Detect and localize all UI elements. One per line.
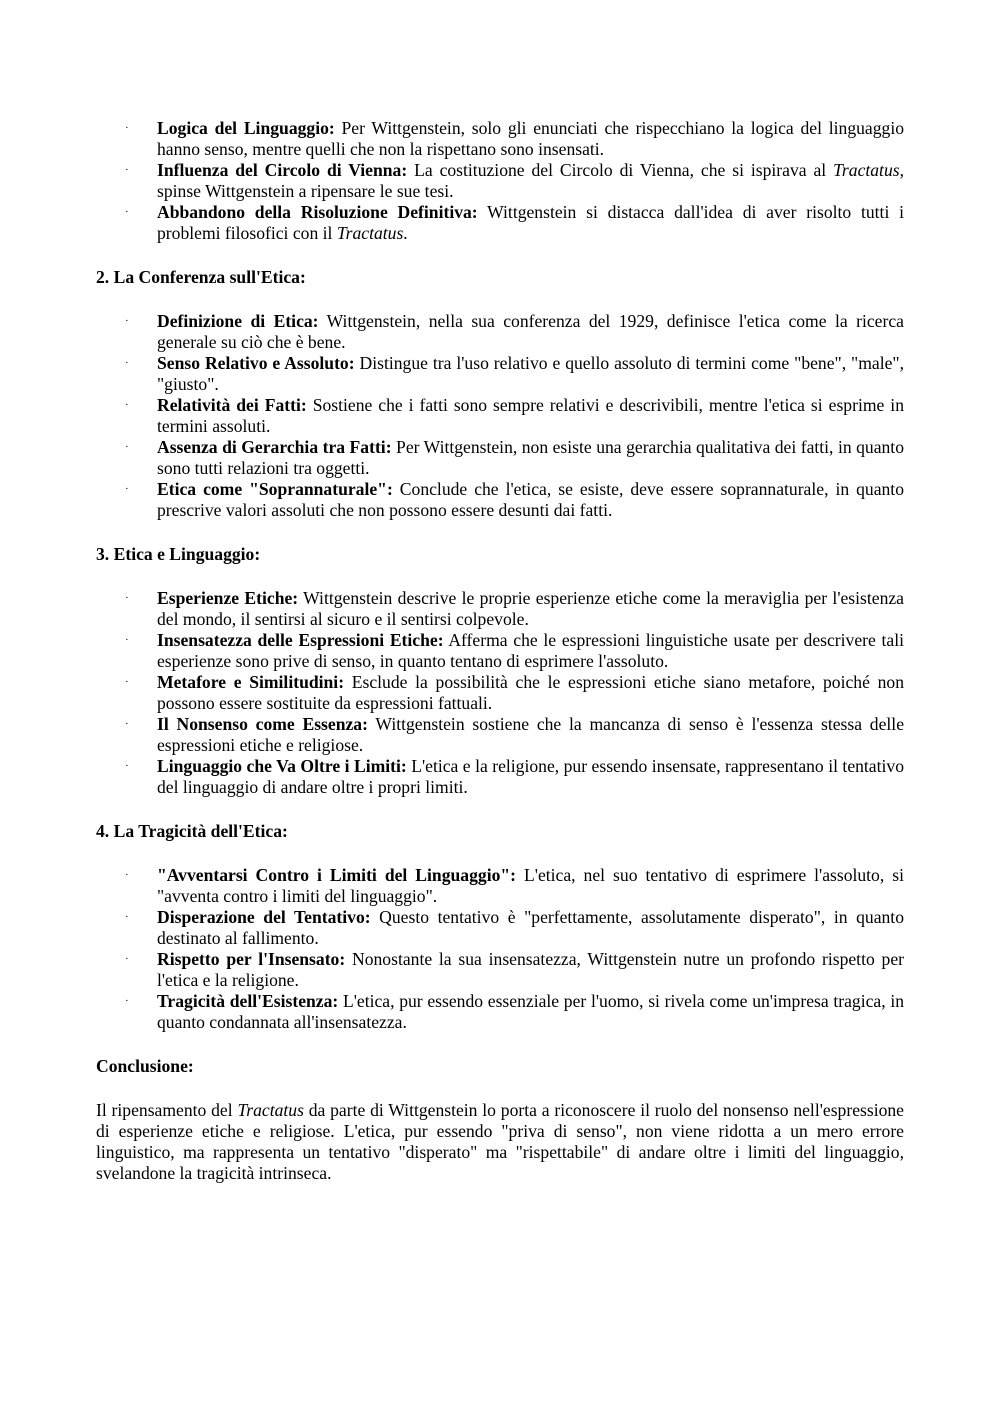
item-term: "Avventarsi Contro i Limiti del Linguaggio": <box>157 865 517 885</box>
item-text: Per Wittgenstein, non esiste una gerarchia qualitativa dei fatti, in quanto sono tutti relazioni tra oggetti. <box>157 437 904 478</box>
bullet-icon: · <box>125 953 129 965</box>
bullet-icon: · <box>125 911 129 923</box>
item-text: Nonostante la sua insensatezza, Wittgenstein nutre un profondo rispetto per l'etica e la religione. <box>157 949 905 990</box>
list-item <box>125 395 904 437</box>
paragraph-text: da parte di Wittgenstein lo porta a riconoscere il ruolo del nonsenso nell'espressione di esperienze etiche e religiose. L'etica, pur essendo "priva di senso", non viene ridotta a un mero errore linguistico, ma rappresenta un tentativo "disperato" ma "rispettabile" di andare oltre i limiti del linguaggio, svelandone la tragicità intrinseca. <box>96 1100 904 1183</box>
item-term: Linguaggio che Va Oltre i Limiti: <box>157 756 407 776</box>
italic-title: Tractatus <box>833 160 900 180</box>
item-text: Afferma che le espressioni linguistiche usate per descrivere tali esperienze sono prive di senso, in quanto tentano di esprimere l'assoluto. <box>157 630 905 671</box>
item-term: Esperienze Etiche: <box>157 588 299 608</box>
list-item <box>125 672 904 714</box>
item-term: Influenza del Circolo di Vienna: <box>157 160 408 180</box>
italic-title: Tractatus <box>336 223 404 243</box>
item-text: L'etica, nel suo tentativo di esprimere l'assoluto, si "avventa contro i limiti del linguaggio". <box>157 865 904 906</box>
section-heading: 3. Etica e Linguaggio: <box>96 544 261 564</box>
item-term: Metafore e Similitudini: <box>157 672 345 692</box>
bullet-icon: · <box>125 869 129 881</box>
item-term: Relatività dei Fatti: <box>157 395 307 415</box>
item-text: . <box>403 223 408 243</box>
list-item <box>125 160 904 202</box>
section-heading: 4. La Tragicità dell'Etica: <box>96 821 288 841</box>
section-bullet-list <box>96 865 904 1033</box>
item-text: Distingue tra l'uso relativo e quello assoluto di termini come "bene", "male", "giusto". <box>157 353 904 394</box>
item-term: Rispetto per l'Insensato: <box>157 949 346 969</box>
conclusion-paragraph <box>96 1100 904 1184</box>
section-bullet-list <box>96 588 904 798</box>
list-item <box>125 353 904 395</box>
bullet-icon: · <box>125 315 129 327</box>
bullet-icon: · <box>125 399 129 411</box>
list-item <box>125 714 904 756</box>
list-item <box>125 949 905 991</box>
item-text: Conclude che l'etica, se esiste, deve essere soprannaturale, in quanto prescrive valori assoluti che non possono essere desunti dai fatti. <box>157 479 904 520</box>
item-term: Abbandono della Risoluzione Definitiva: <box>157 202 478 222</box>
item-text: L'etica e la religione, pur essendo insensate, rappresentano il tentativo del linguaggio di andare oltre i propri limiti. <box>157 756 904 797</box>
item-term: Il Nonsenso come Essenza: <box>157 714 368 734</box>
bullet-icon: · <box>125 718 129 730</box>
bullet-icon: · <box>125 122 129 134</box>
item-text: Questo tentativo è "perfettamente, assolutamente disperato", in quanto destinato al fallimento. <box>157 907 904 948</box>
list-item <box>125 118 905 160</box>
bullet-icon: · <box>125 760 129 772</box>
item-term: Senso Relativo e Assoluto: <box>157 353 355 373</box>
item-text: Per Wittgenstein, solo gli enunciati che rispecchiano la logica del linguaggio hanno senso, mentre quelli che non la rispettano sono insensati. <box>157 118 905 159</box>
item-text: , spinse Wittgenstein a ripensare le sue tesi. <box>157 160 904 201</box>
intro-bullet-list <box>96 118 904 244</box>
bullet-icon: · <box>125 357 129 369</box>
italic-title: Tractatus <box>237 1100 304 1120</box>
item-term: Definizione di Etica: <box>157 311 319 331</box>
item-text: La costituzione del Circolo di Vienna, che si ispirava al <box>407 160 834 180</box>
list-item <box>125 588 904 630</box>
section-heading: 2. La Conferenza sull'Etica: <box>96 267 306 287</box>
bullet-icon: · <box>125 634 129 646</box>
list-item <box>125 630 905 672</box>
bullet-icon: · <box>125 676 129 688</box>
item-term: Assenza di Gerarchia tra Fatti: <box>157 437 392 457</box>
bullet-icon: · <box>125 206 129 218</box>
list-item <box>125 479 904 521</box>
item-text: Sostiene che i fatti sono sempre relativi e descrivibili, mentre l'etica si esprime in termini assoluti. <box>157 395 904 436</box>
item-text: Wittgenstein, nella sua conferenza del 1929, definisce l'etica come la ricerca generale su ciò che è bene. <box>157 311 904 352</box>
item-term: Tragicità dell'Esistenza: <box>157 991 339 1011</box>
item-term: Insensatezza delle Espressioni Etiche: <box>157 630 444 650</box>
item-text: Esclude la possibilità che le espressioni etiche siano metafore, poiché non possono essere sostituite da espressioni fattuali. <box>157 672 904 713</box>
paragraph-text: Il ripensamento del <box>96 1100 238 1120</box>
list-item <box>125 311 904 353</box>
bullet-icon: · <box>125 164 129 176</box>
list-item <box>125 202 904 244</box>
bullet-icon: · <box>125 483 129 495</box>
list-item <box>125 756 904 798</box>
item-term: Logica del Linguaggio: <box>157 118 335 138</box>
item-term: Etica come "Soprannaturale": <box>157 479 393 499</box>
conclusion-heading: Conclusione: <box>96 1056 194 1076</box>
list-item <box>125 437 904 479</box>
item-term: Disperazione del Tentativo: <box>157 907 371 927</box>
list-item <box>125 907 904 949</box>
item-text: Wittgenstein si distacca dall'idea di aver risolto tutti i problemi filosofici con il <box>157 202 904 243</box>
bullet-icon: · <box>125 995 129 1007</box>
item-text: Wittgenstein descrive le proprie esperienze etiche come la meraviglia per l'esistenza del mondo, il sentirsi al sicuro e il sentirsi colpevole. <box>157 588 904 629</box>
list-item <box>125 865 904 907</box>
item-text: L'etica, pur essendo essenziale per l'uomo, si rivela come un'impresa tragica, in quanto condannata all'insensatezza. <box>157 991 905 1032</box>
bullet-icon: · <box>125 592 129 604</box>
section-bullet-list <box>96 311 904 521</box>
item-text: Wittgenstein sostiene che la mancanza di senso è l'essenza stessa delle espressioni etiche e religiose. <box>157 714 904 755</box>
list-item <box>125 991 905 1033</box>
bullet-icon: · <box>125 441 129 453</box>
